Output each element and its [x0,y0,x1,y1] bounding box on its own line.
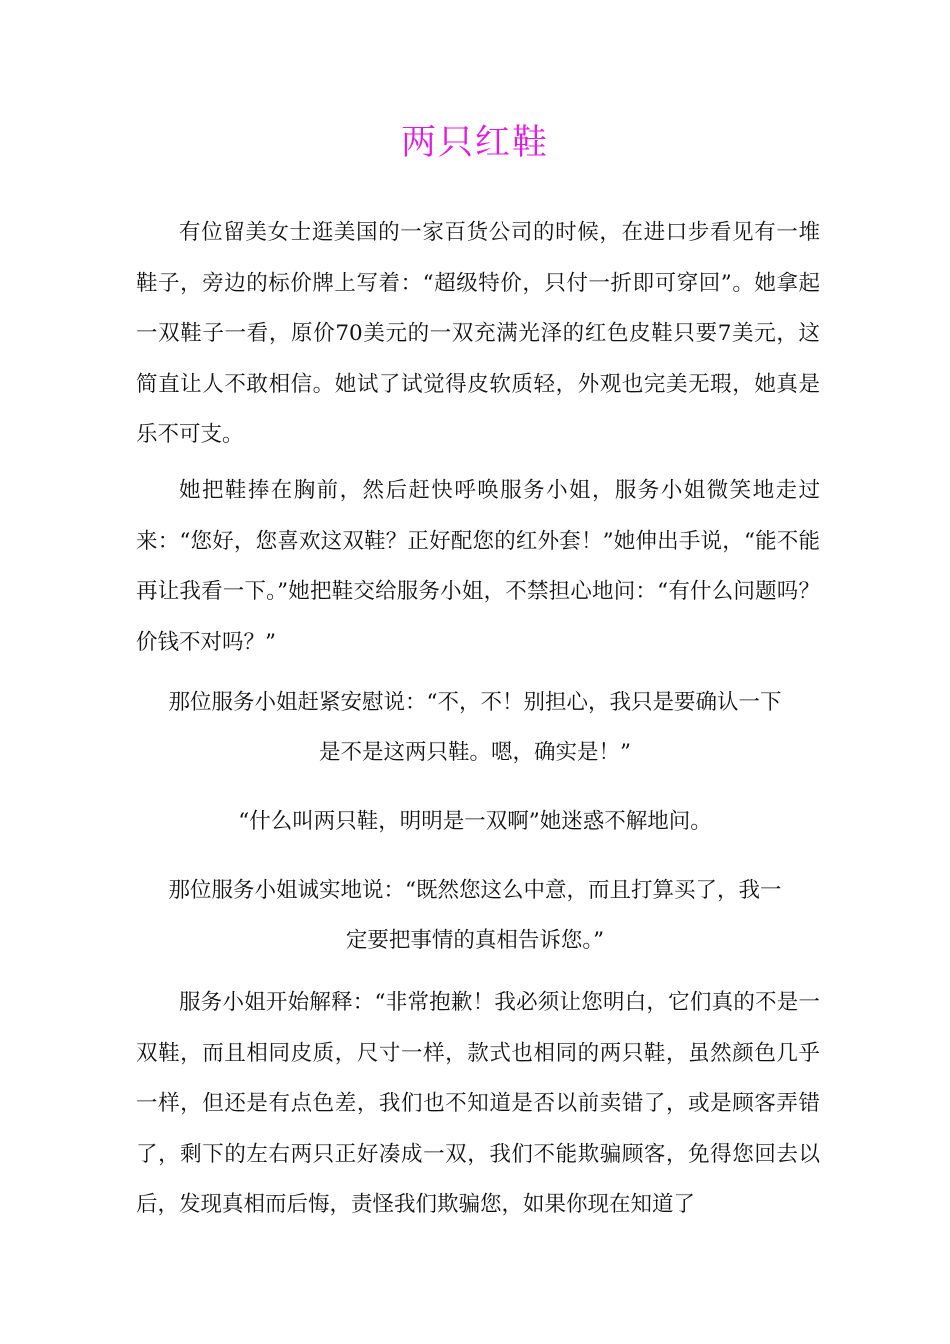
paragraph-explanation: 服务小姐开始解释：“非常抱歉！我必须让您明白，它们真的不是一双鞋，而且相同皮质，尺寸一样，款式也相同的两只鞋，虽然颜色几乎一样，但还是有点色差，我们也不知道是否以前卖错了，或是顾客弄错了，剩下的左右两只正好凑成一双，我们不能欺骗顾客，免得您回去以后，发现真相而后悔，责怪我们欺骗您，如果你现在知道了 [136,990,820,1217]
centered-paragraph-question: “什么叫两只鞋，明明是一双啊”她迷惑不解地问。 [238,809,712,834]
paragraph-2: 她把鞋捧在胸前，然后赶快呼唤服务小姐，服务小姐微笑地走过来：“您好，您喜欢这双鞋？正好配您的红外套！”她伸出手说，“能不能再让我看一下。”她把鞋交给服务小姐，不禁担心地问：“有什么问题吗？价钱不对吗？” [136,478,820,655]
centered-line: 是不是这两只鞋。嗯，确实是！” [319,740,631,765]
centered-line: 那位服务小姐赶紧安慰说：“不，不！别担心，我只是要确认一下 [168,690,782,715]
centered-paragraph-reassure [0,678,950,778]
document-title: 两只红鞋 [400,123,549,163]
centered-paragraph-honest [0,866,950,966]
paragraph-1: 有位留美女士逛美国的一家百货公司的时候，在进口步看见有一堆鞋子，旁边的标价牌上写着：“超级特价，只付一折即可穿回”。她拿起一双鞋子一看，原价70美元的一双充满光泽的红色皮鞋只要7美元，这简直让人不敢相信。她试了试觉得皮软质轻，外观也完美无瑕，她真是乐不可支。 [136,220,820,447]
centered-line: 那位服务小姐诚实地说：“既然您这么中意，而且打算买了，我一 [168,878,782,903]
centered-line: 定要把事情的真相告诉您。” [345,928,605,953]
